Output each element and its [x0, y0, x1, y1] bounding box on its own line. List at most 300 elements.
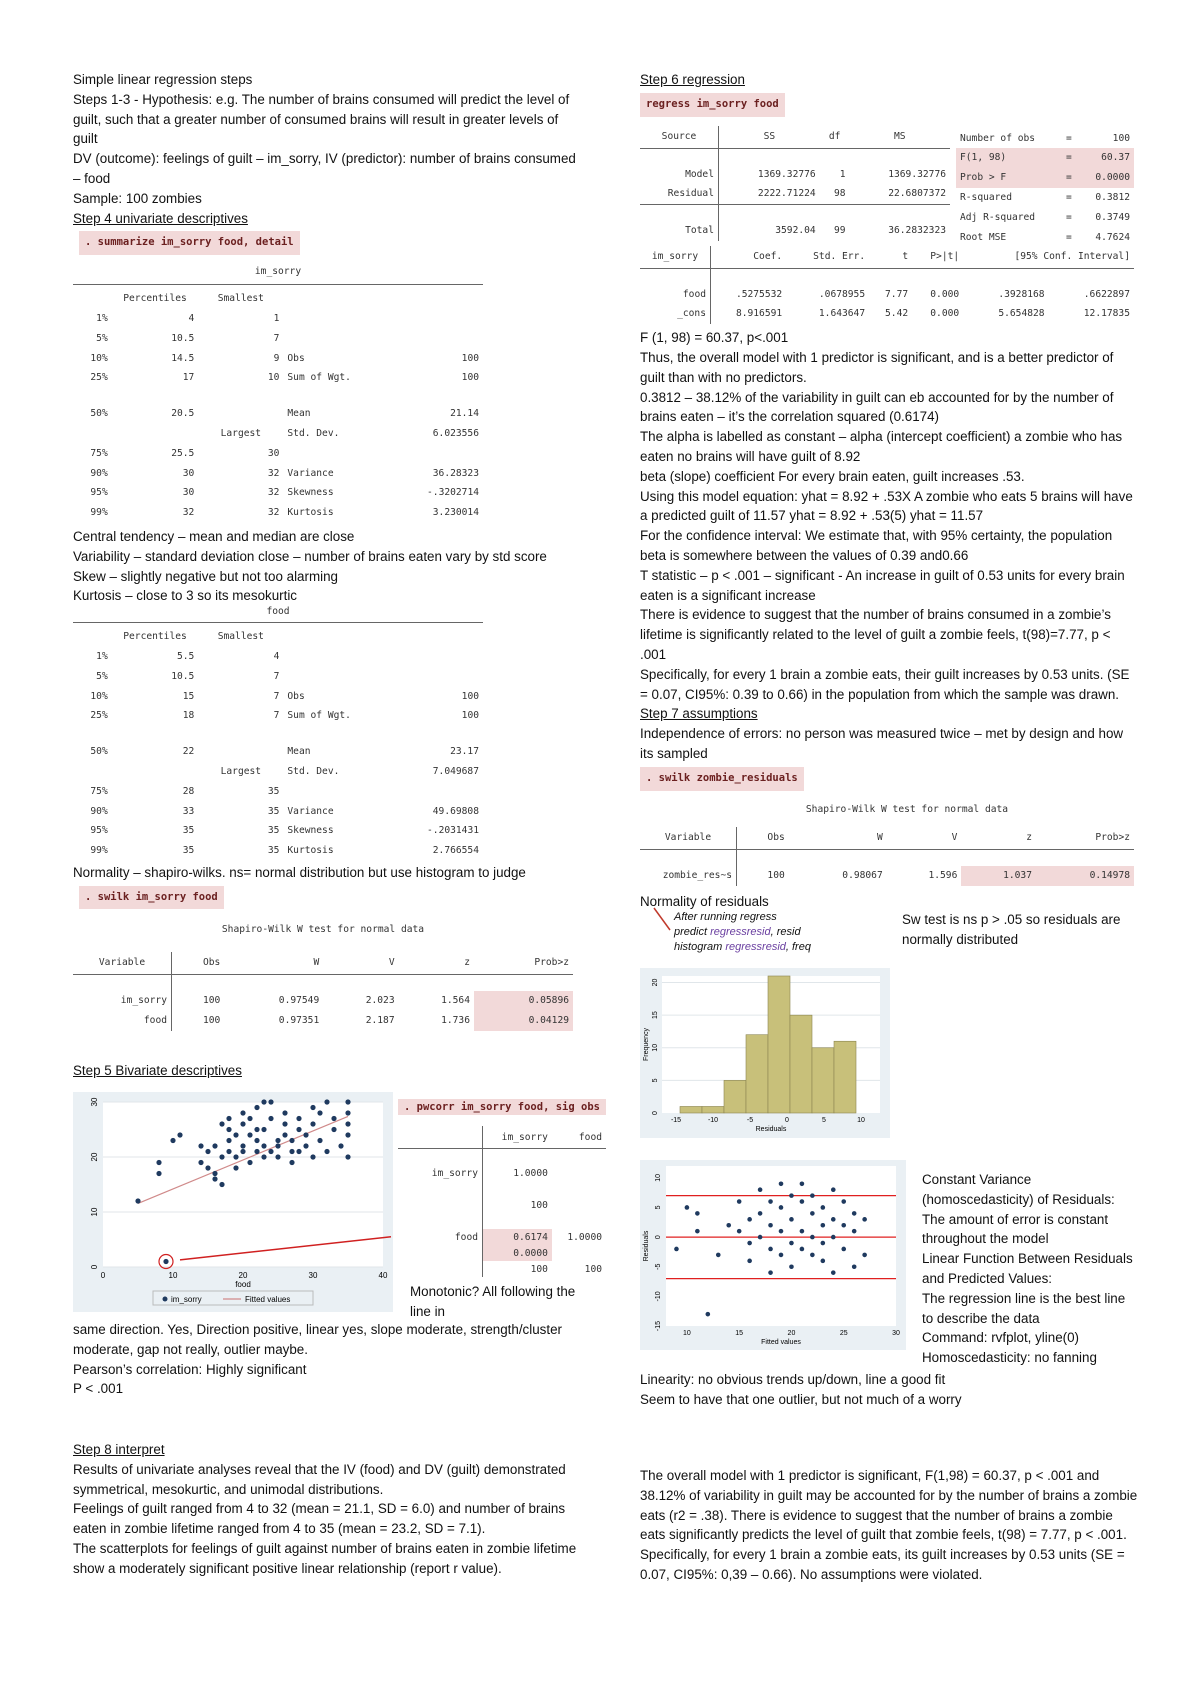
step6-note: Using this model equation: yhat = 8.92 + .53X A zombie who eats 5 brains will have a predicted guilt of 11.57 yhat = 8.92 + .53(5) yhat = 11.57 — [640, 488, 1133, 524]
data-point — [685, 1205, 690, 1210]
step6-note: T statistic – p < .001 – significant - An increase in guilt of 0.53 units for every brain eaten is a significant increase — [640, 567, 1125, 603]
data-point — [289, 1138, 294, 1143]
data-point — [310, 1105, 315, 1110]
col-header: MS — [893, 130, 906, 142]
tick-label: 10 — [168, 1271, 178, 1280]
table-row: 25% 17 10 Sum of Wgt. 100 — [90, 372, 479, 384]
table-row: Model 1369.32776 1 1369.32776 — [640, 165, 950, 185]
scatter-svg — [73, 1092, 393, 1312]
step5-note: same direction. Yes, Direction positive, linear yes, slope moderate, strength/cluster moderate, gap not really, outlier maybe. — [73, 1322, 562, 1357]
tick-label: 20 — [652, 978, 659, 987]
summary-var-name: im_sorry — [254, 266, 302, 278]
table-row: 90% 33 35 Variance 49.69808 — [90, 805, 479, 817]
data-point — [324, 1149, 329, 1154]
col-header: W — [876, 832, 883, 844]
table-row — [73, 388, 483, 404]
data-point — [779, 1229, 784, 1234]
data-point — [324, 1099, 329, 1104]
step6-heading: Step 6 regression — [640, 72, 745, 87]
legend-marker — [163, 1297, 168, 1302]
col-header: Obs — [202, 957, 221, 969]
normality-note: Normality – shapiro-wilks. ns= normal distribution but use histogram to judge — [73, 864, 526, 880]
anova-table — [640, 126, 950, 241]
tick-label: 10 — [857, 1117, 865, 1124]
data-point — [345, 1132, 350, 1137]
step8-paragraph: Results of univariate analyses reveal that the IV (food) and DV (guilt) demonstrated symmetrical, mesokurtic, and unimodal distributions. — [73, 1461, 566, 1497]
histogram-bar — [680, 1106, 702, 1113]
tick-label: 0 — [655, 1235, 662, 1240]
col-header: food — [578, 1131, 602, 1143]
data-point — [296, 1116, 301, 1121]
data-point — [226, 1138, 231, 1143]
step8-paragraph: The scatterplots for feelings of guilt against number of brains eaten in zombie lifetime show a moderately significant positive linear relationship (report r value). — [73, 1540, 577, 1576]
table-row: 5% 10.5 7 — [96, 670, 280, 682]
axis-label: Fitted values — [761, 1339, 801, 1346]
swilk-output — [73, 920, 573, 1030]
table-row: 1% 4 1 — [96, 312, 280, 324]
left-column — [73, 70, 578, 1081]
data-point — [862, 1217, 867, 1222]
data-point — [821, 1223, 826, 1228]
data-point — [296, 1127, 301, 1132]
data-point — [768, 1199, 773, 1204]
step5-note: P < .001 — [73, 1381, 124, 1397]
data-point — [810, 1235, 815, 1240]
data-point — [156, 1160, 161, 1165]
col-header: Prob>z — [1095, 832, 1130, 844]
table-row: 10% 15 7 Obs 100 — [90, 690, 479, 702]
data-point — [261, 1099, 266, 1104]
data-point — [317, 1138, 322, 1143]
table-row — [73, 726, 483, 742]
table-row: Residual 2222.71224 98 22.6807372 — [640, 184, 950, 204]
col-header: V — [388, 957, 395, 969]
tick-label: 0 — [90, 1264, 99, 1270]
col-header: Obs — [767, 832, 785, 844]
tick-label: 5 — [652, 1078, 659, 1083]
swilk-table — [73, 952, 573, 1031]
col-header: z — [464, 957, 470, 969]
col-header: t — [902, 250, 909, 262]
data-point — [747, 1241, 752, 1246]
data-point — [789, 1193, 794, 1198]
data-point — [810, 1211, 815, 1216]
col-header: Variable — [640, 827, 737, 850]
col-header: Variable — [73, 952, 172, 975]
data-point — [789, 1241, 794, 1246]
data-point — [261, 1143, 266, 1148]
col-header: [95% Conf. Interval] — [1014, 250, 1130, 262]
data-point — [852, 1211, 857, 1216]
predict-annotation: After running regress predict regressresid, resid histogram regressresid, freq — [674, 911, 811, 953]
step6-note: Specifically, for every 1 brain a zombie eats, their guilt increases by 0.53 units. (SE = 0.07, CI95%: 0.39 to 0.66) in the population from which the sample was drawn. — [640, 666, 1130, 702]
data-point — [768, 1270, 773, 1275]
data-point — [303, 1132, 308, 1137]
data-point — [268, 1116, 273, 1121]
data-point — [275, 1138, 280, 1143]
data-point — [779, 1181, 784, 1186]
axis-label: Residuals — [755, 1126, 787, 1133]
data-point — [810, 1253, 815, 1258]
tick-label: 10 — [655, 1173, 662, 1182]
table-row: 75% 28 35 — [90, 785, 280, 797]
tick-label: -10 — [707, 1117, 719, 1124]
data-point — [758, 1187, 763, 1192]
swilk-title: Shapiro-Wilk W test for normal data — [221, 924, 425, 936]
rvf-plot — [640, 1160, 906, 1350]
table-row: 25% 18 7 Sum of Wgt. 100 — [90, 710, 479, 722]
step6-note: F (1, 98) = 60.37, p<.001 — [640, 330, 789, 346]
tick-label: 0 — [100, 1271, 106, 1280]
data-point — [737, 1199, 742, 1204]
independence-note: Independence of errors: no person was measured twice – met by design and how its sampled — [640, 726, 1124, 761]
note-central-tendency: Central tendency – mean and median are close — [73, 528, 355, 544]
tick-label: -15 — [670, 1117, 682, 1124]
constant-variance-notes: Constant Variance (homoscedasticity) of Residuals: The amount of error is constant throughout the model Linear Function Between Residuals and Predicted Values: The regression line is the best line to describe the data Command: rvfplot, yline(0) Homoscedasticity: no fanning — [922, 1172, 1133, 1366]
tick-label: 10 — [90, 1207, 99, 1217]
tick-label: 15 — [652, 1011, 659, 1020]
table-row: food 100 0.97351 2.187 1.736 0.04129 — [73, 1011, 573, 1031]
right-column — [640, 70, 1140, 912]
data-point — [247, 1116, 252, 1121]
data-point — [233, 1132, 238, 1137]
data-point — [268, 1149, 273, 1154]
hdr-smallest: Smallest — [217, 293, 264, 305]
swilk-command: . swilk im_sorry food — [79, 886, 224, 910]
data-point — [254, 1127, 259, 1132]
histogram-bar — [768, 976, 790, 1113]
data-point — [831, 1187, 836, 1192]
data-point — [345, 1110, 350, 1115]
swilk-title: Shapiro-Wilk W test for normal data — [805, 803, 1009, 815]
data-point — [706, 1312, 711, 1317]
col-header: W — [313, 957, 320, 969]
data-point — [275, 1154, 280, 1159]
table-row: Total 3592.04 99 36.2832323 — [640, 221, 950, 241]
tick-label: 40 — [378, 1271, 388, 1280]
tick-label: 5 — [655, 1205, 662, 1210]
data-point — [862, 1253, 867, 1258]
data-point — [198, 1143, 203, 1148]
summary-paragraph: The overall model with 1 predictor is significant, F(1,98) = 60.37, p < .001 and 38.12% of variability in guilt may be accounted for by the number of brains a zombie eats (r2 = .38). There is evidence to suggest that the number of brains a zombie eats significantly predicts the level of guilt that zombie feels, t(98) = 7.77, p < .001. Specifically, for every 1 brain a zombie eats, its guilt increases by 0.53 units (SE = 0.07, CI95%: 0,39 – 0.66). No assumptions were violated. — [640, 1468, 1138, 1582]
data-point — [226, 1116, 231, 1121]
step7-heading: Step 7 assumptions — [640, 706, 758, 722]
step8-block — [73, 1440, 578, 1579]
data-point — [768, 1223, 773, 1228]
data-point — [310, 1154, 315, 1159]
intro-variables: DV (outcome): feelings of guilt – im_sorry, IV (predictor): number of brains consumed – food — [73, 151, 576, 186]
table-row: 50% 22 Mean 23.17 — [90, 746, 479, 758]
significance-highlight: 0.0000 — [483, 1245, 552, 1261]
data-point — [254, 1105, 259, 1110]
tick-label: 15 — [735, 1330, 744, 1337]
step5-heading: Step 5 Bivariate descriptives — [73, 1062, 242, 1078]
table-row: 10% 14.5 9 Obs 100 — [90, 352, 479, 364]
step8-heading: Step 8 interpret — [73, 1442, 165, 1457]
step5-notes — [73, 1320, 578, 1399]
table-row: 50% 20.5 Mean 21.14 — [90, 408, 479, 420]
summary-table — [73, 289, 483, 523]
data-point — [296, 1149, 301, 1154]
plot-area — [666, 1166, 896, 1326]
data-point — [695, 1211, 700, 1216]
correlation-highlight: 0.6174 — [483, 1229, 552, 1245]
tick-label: 10 — [652, 1043, 659, 1052]
data-point — [240, 1143, 245, 1148]
table-row: 95% 30 32 Skewness -.3202714 — [90, 487, 479, 499]
tick-label: 0 — [785, 1117, 789, 1124]
data-point — [219, 1121, 224, 1126]
col-header: z — [1026, 832, 1032, 844]
col-header: im_sorry — [501, 1131, 548, 1143]
linearity-notes: Linearity: no obvious trends up/down, line a good fit Seem to have that one outlier, but not much of a worry — [640, 1372, 962, 1407]
data-point — [163, 1259, 168, 1264]
data-point — [841, 1199, 846, 1204]
residual-histogram — [640, 968, 890, 1138]
note-kurtosis: Kurtosis – close to 3 so its mesokurtic — [73, 588, 298, 604]
p-value-highlight: 0.05896 — [474, 991, 573, 1011]
data-point — [737, 1229, 742, 1234]
data-point — [779, 1253, 784, 1258]
data-point — [170, 1138, 175, 1143]
data-point — [226, 1127, 231, 1132]
data-point — [789, 1264, 794, 1269]
data-point — [254, 1138, 259, 1143]
data-point — [726, 1223, 731, 1228]
pwcorr-command: . pwcorr im_sorry food, sig obs — [398, 1099, 606, 1115]
table-row: _cons 8.916591 1.643647 5.42 0.000 5.654828 12.17835 — [640, 304, 1134, 324]
data-point — [135, 1198, 140, 1203]
data-point — [254, 1149, 259, 1154]
tick-label: 20 — [90, 1152, 99, 1162]
data-point — [821, 1241, 826, 1246]
data-point — [282, 1121, 287, 1126]
tick-label: 10 — [683, 1330, 691, 1337]
axis-label: food — [235, 1280, 251, 1289]
data-point — [779, 1205, 784, 1210]
data-point — [841, 1223, 846, 1228]
swilk-resid-table — [640, 827, 1134, 886]
coef-table — [640, 246, 1134, 325]
table-row: 5% 10.5 7 — [96, 332, 280, 344]
table-row: 99% 35 35 Kurtosis 2.766554 — [90, 845, 479, 857]
data-point — [212, 1143, 217, 1148]
data-point — [331, 1127, 336, 1132]
histogram-bar — [790, 1015, 812, 1113]
rvf-svg — [640, 1160, 906, 1350]
data-point — [831, 1235, 836, 1240]
step6-note: beta (slope) coefficient For every brain eaten, guilt increases .53. — [640, 468, 1025, 484]
data-point — [247, 1160, 252, 1165]
data-point — [852, 1229, 857, 1234]
col-header: Coef. — [753, 250, 783, 262]
doc-title: Simple linear regression steps — [73, 72, 253, 87]
data-point — [303, 1143, 308, 1148]
prob-highlight: Prob > F = 0.0000 — [956, 168, 1134, 188]
data-point — [212, 1176, 217, 1181]
tick-label: -10 — [655, 1291, 662, 1302]
data-point — [247, 1132, 252, 1137]
data-point — [212, 1171, 217, 1176]
step6-note: Thus, the overall model with 1 predictor is significant, and is a better predictor of guilt than with no predictors. — [640, 349, 1114, 385]
hdr-percentiles: Percentiles — [123, 631, 187, 643]
tick-label: 30 — [308, 1271, 318, 1280]
monotonic-note: Monotonic? All following the line in — [410, 1284, 576, 1319]
step6-note: There is evidence to suggest that the number of brains consumed in a zombie’s lifetime is significantly related to the level of guilt a zombie feels, t(98)=7.77, p < .001 — [640, 607, 1111, 662]
table-row: 99% 32 32 Kurtosis 3.230014 — [90, 507, 479, 519]
tick-label: -5 — [655, 1263, 662, 1270]
tick-label: 20 — [787, 1330, 796, 1337]
sw-note: Sw test is ns p > .05 so residuals are normally distributed — [902, 912, 1121, 947]
data-point — [841, 1247, 846, 1252]
data-point — [747, 1217, 752, 1222]
data-point — [800, 1229, 805, 1234]
data-point — [331, 1116, 336, 1121]
data-point — [852, 1264, 857, 1269]
step5-note: Pearson’s correlation: Highly significant — [73, 1361, 307, 1377]
step6-note: The alpha is labelled as constant – alpha (intercept coefficient) a zombie who has eaten no brains will have guilt of 8.92 — [640, 429, 1123, 464]
col-header: Prob>z — [534, 957, 569, 969]
data-point — [226, 1149, 231, 1154]
data-point — [345, 1121, 350, 1126]
note-variability: Variability – standard deviation close – number of brains eaten vary by std score — [73, 548, 547, 564]
data-point — [198, 1160, 203, 1165]
table-row: Largest Std. Dev. 7.049687 — [220, 765, 479, 777]
table-row: zombie_res~s 100 0.98067 1.596 1.037 0.14978 — [640, 866, 1134, 886]
scatter-plot — [73, 1092, 393, 1312]
anova-output — [640, 126, 1134, 243]
histogram-svg — [640, 968, 890, 1138]
data-point — [317, 1110, 322, 1115]
data-point — [240, 1110, 245, 1115]
data-point — [310, 1121, 315, 1126]
data-point — [674, 1247, 679, 1252]
pwcorr-output — [398, 1096, 608, 1277]
col-header: Std. Err. — [813, 250, 866, 262]
step8-paragraph: Feelings of guilt ranged from 4 to 32 (mean = 21.1, SD = 6.0) and number of brains eaten in zombie lifetime ranged from 4 to 35 (mean = 23.2, SD = 7.1). — [73, 1501, 566, 1537]
regress-command: regress im_sorry food — [640, 93, 785, 117]
data-point — [219, 1182, 224, 1187]
data-point — [810, 1193, 815, 1198]
histogram-bar — [746, 1035, 768, 1113]
data-point — [831, 1217, 836, 1222]
tick-label: 5 — [822, 1117, 826, 1124]
histogram-bar — [812, 1048, 834, 1113]
summary-var-name: food — [266, 606, 290, 618]
summary-im-sorry — [73, 262, 483, 523]
col-header: V — [951, 832, 958, 844]
summarize-command: . summarize im_sorry food, detail — [79, 231, 300, 255]
data-point — [233, 1165, 238, 1170]
hdr-percentiles: Percentiles — [123, 293, 187, 305]
data-point — [261, 1127, 266, 1132]
col-header: im_sorry — [640, 246, 711, 269]
step4-heading: Step 4 univariate descriptives — [73, 210, 248, 226]
note-skew: Skew – slightly negative but not too alarming — [73, 568, 338, 584]
table-row: Largest Std. Dev. 6.023556 — [220, 427, 479, 439]
legend-label: im_sorry — [171, 1295, 202, 1304]
data-point — [831, 1270, 836, 1275]
data-point — [156, 1171, 161, 1176]
data-point — [821, 1259, 826, 1264]
summary-table — [73, 627, 483, 861]
data-point — [289, 1160, 294, 1165]
tick-label: 30 — [90, 1097, 99, 1107]
table-row: 75% 25.5 30 — [90, 447, 280, 459]
table-row: food .5275532 .0678955 7.77 0.000 .3928168 .6622897 — [640, 285, 1134, 305]
step6-note: For the confidence interval: We estimate that, with 95% certainty, the population beta is somewhere between the values of 0.39 and0.66 — [640, 528, 1113, 563]
table-row: im_sorry 100 0.97549 2.023 1.564 0.05896 — [73, 991, 573, 1011]
data-point — [758, 1211, 763, 1216]
data-point — [768, 1247, 773, 1252]
table-row: 90% 30 32 Variance 36.28323 — [90, 467, 479, 479]
axis-label: Residuals — [643, 1230, 650, 1262]
data-point — [345, 1154, 350, 1159]
col-header: SS — [763, 130, 776, 142]
tick-label: 30 — [892, 1330, 900, 1337]
data-point — [821, 1205, 826, 1210]
data-point — [261, 1154, 266, 1159]
data-point — [800, 1181, 805, 1186]
f-stat-highlight: F(1, 98) = 60.37 — [956, 148, 1134, 168]
data-point — [219, 1154, 224, 1159]
summary-food — [73, 602, 483, 861]
col-header: Source — [640, 126, 719, 149]
data-point — [695, 1229, 700, 1234]
tick-label: 20 — [238, 1271, 248, 1280]
data-point — [240, 1121, 245, 1126]
data-point — [205, 1165, 210, 1170]
tick-label: -5 — [746, 1117, 754, 1124]
pwcorr-table: im_sorry food im_sorry 1.0000 100 food 0.6174 1.0000 0.0000 100 100 — [398, 1126, 606, 1277]
data-point — [789, 1217, 794, 1222]
model-stats: Number of obs = 100 F(1, 98) = 60.37 Prob > F = 0.0000 R-squared = 0.3812 Adj R-squared = 0.3749 Root MSE = 4.7624 — [956, 129, 1134, 248]
histogram-bar — [724, 1080, 746, 1113]
data-point — [345, 1099, 350, 1104]
hdr-smallest: Smallest — [217, 631, 264, 643]
data-point — [758, 1235, 763, 1240]
data-point — [800, 1199, 805, 1204]
intro-hypothesis: Steps 1-3 - Hypothesis: e.g. The number of brains consumed will predict the level of guilt, such that a greater number of consumed brains will result in greater levels of guilt — [73, 91, 570, 147]
step6-note: 0.3812 – 38.12% of the variability in guilt can eb accounted for by the number of brains eaten – it’s the correlation squared (0.6174) — [640, 389, 1114, 425]
tick-label: 25 — [839, 1330, 848, 1337]
normality-resid-label: Normality of residuals — [640, 894, 769, 910]
arrow-icon — [650, 906, 680, 936]
data-point — [747, 1259, 752, 1264]
table-row: 95% 35 35 Skewness -.2031431 — [90, 825, 479, 837]
col-header: df — [828, 130, 841, 142]
data-point — [289, 1149, 294, 1154]
data-point — [800, 1247, 805, 1252]
z-highlight: 1.037 — [961, 866, 1036, 886]
tick-label: -15 — [655, 1320, 662, 1332]
col-header: P>|t| — [930, 250, 960, 262]
data-point — [240, 1149, 245, 1154]
data-point — [338, 1143, 343, 1148]
data-point — [268, 1099, 273, 1104]
data-point — [716, 1253, 721, 1258]
swilk-resid-command: . swilk zombie_residuals — [640, 767, 804, 791]
data-point — [282, 1110, 287, 1115]
data-point — [233, 1154, 238, 1159]
data-point — [205, 1149, 210, 1154]
axis-label: Frequency — [643, 1027, 650, 1062]
intro-sample: Sample: 100 zombies — [73, 190, 202, 206]
p-value-highlight: 0.04129 — [474, 1011, 573, 1031]
histogram-bar — [834, 1041, 856, 1113]
table-row: 1% 5.5 4 — [96, 650, 280, 662]
data-point — [177, 1132, 182, 1137]
